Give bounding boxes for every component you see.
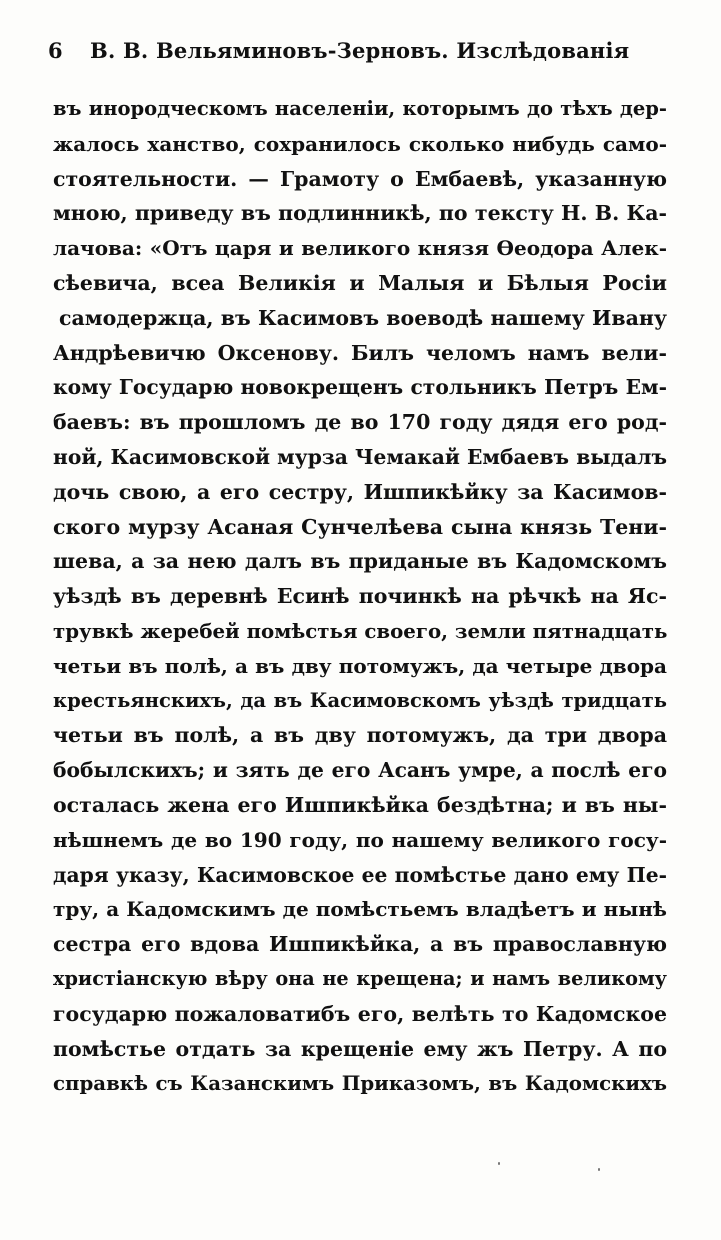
text-line-25: сестра его вдова Ишпикѣйка, а въ православную	[53, 932, 667, 957]
text-line-11: ной, Касимовской мурза Чемакай Ембаевъ выдалъ	[53, 444, 667, 469]
text-line-28: помѣстье отдать за крещеніе ему жъ Петру. А по	[53, 1036, 667, 1061]
text-line-23: даря указу, Касимовское ее помѣстье дано ему Пе-	[53, 862, 667, 887]
text-line-14: шева, а за нею далъ въ приданые въ Кадомскомъ	[53, 549, 667, 574]
text-line-18: крестьянскихъ, да въ Касимовскомъ уѣздѣ тридцать	[53, 688, 667, 712]
text-line-15: уѣздѣ въ деревнѣ Есинѣ починкѣ на рѣчкѣ на Яс-	[53, 584, 667, 609]
text-line-21: осталась жена его Ишпикѣйка бездѣтна; и въ ны-	[53, 792, 667, 817]
text-line-26: христіанскую вѣру она не крещена; и намъ великому	[53, 966, 667, 990]
page-number: 6	[48, 38, 63, 63]
text-line-12: дочь свою, а его сестру, Ишпикѣйку за Касимов-	[53, 479, 667, 504]
text-line-7: самодержца, въ Касимовъ воеводѣ нашему Ивану	[59, 305, 667, 330]
text-line-9: кому Государю новокрещенъ стольникъ Петръ Ем-	[53, 375, 667, 400]
paper-speck	[498, 1162, 500, 1165]
text-line-27: государю пожаловатибъ его, велѣть то Кадомское	[53, 1001, 667, 1026]
text-line-6: сѣевича, всеа Великія и Малыя и Бѣлыя Росіи	[53, 270, 667, 295]
text-line-5: лачова: «Отъ царя и великого князя Ѳеодора Алек-	[53, 236, 667, 261]
text-line-4: мною, приведу въ подлинникѣ, по тексту Н. В. Ка-	[53, 201, 667, 226]
text-line-13: ского мурзу Асаная Сунчелѣева сына князь Тени-	[53, 514, 667, 539]
text-line-8: Андрѣевичю Оксенову. Билъ челомъ намъ вели-	[53, 340, 667, 365]
text-line-19: четьи въ полѣ, а въ дву потомужъ, да три двора	[53, 723, 667, 748]
text-line-3: стоятельности. — Грамоту о Ембаевѣ, указанную	[53, 166, 667, 191]
paper-speck	[598, 1168, 600, 1171]
running-title: В. В. Вельяминовъ-Зерновъ. Изслѣдованія	[90, 38, 630, 63]
running-header	[48, 38, 678, 63]
text-line-2: жалось ханство, сохранилось сколько нибудь само-	[53, 131, 667, 156]
text-line-22: нѣшнемъ де во 190 году, по нашему великого госу-	[53, 827, 667, 852]
text-line-29: справкѣ съ Казанскимъ Приказомъ, въ Кадомскихъ	[53, 1071, 667, 1096]
text-line-1: въ инородческомъ населеніи, которымъ до тѣхъ дер-	[53, 97, 667, 120]
body-text	[53, 92, 667, 1101]
text-line-20: бобылскихъ; и зять де его Асанъ умре, а послѣ его	[53, 758, 667, 783]
text-line-10: баевъ: въ прошломъ де во 170 году дядя его род-	[53, 410, 667, 435]
text-line-17: четьи въ полѣ, а въ дву потомужъ, да четыре двора	[53, 653, 667, 678]
text-line-24: тру, а Кадомскимъ де помѣстьемъ владѣетъ и нынѣ	[53, 897, 667, 922]
text-line-16: трувкѣ жеребей помѣстья своего, земли пятнадцать	[53, 618, 667, 643]
